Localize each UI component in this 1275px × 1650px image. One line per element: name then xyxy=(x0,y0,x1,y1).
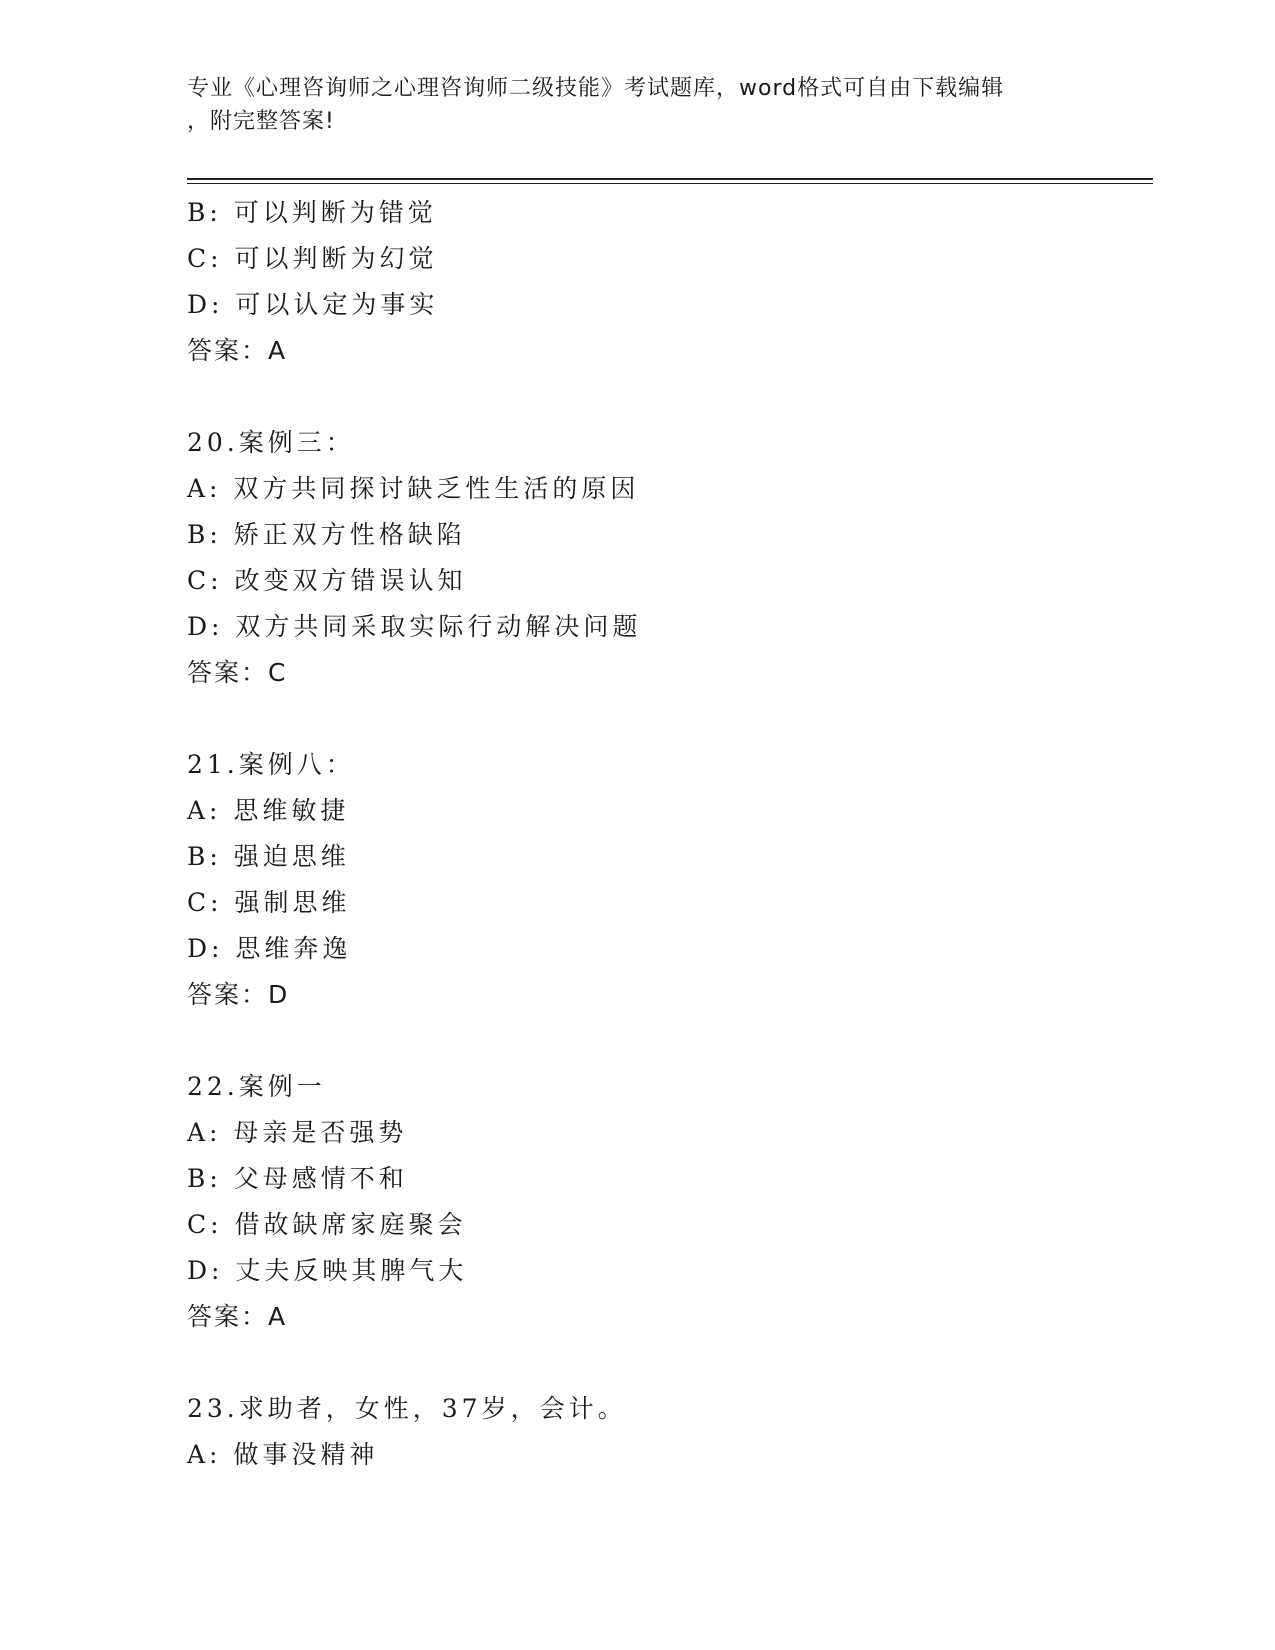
option-d: D: 思维奔逸 xyxy=(187,934,352,963)
answer-line: 答案：A xyxy=(187,336,288,365)
option-d: D: 丈夫反映其脾气大 xyxy=(187,1256,468,1285)
question-title: 22.案例一 xyxy=(187,1072,326,1101)
spacer xyxy=(187,374,1147,420)
option-b: B: 强迫思维 xyxy=(187,842,350,871)
document-header xyxy=(187,72,1087,138)
question-title: 20.案例三： xyxy=(187,428,355,457)
option-c: C: 可以判断为幻觉 xyxy=(187,244,438,273)
header-divider-thick xyxy=(187,178,1153,180)
question-list xyxy=(187,190,1147,1478)
header-divider-thin xyxy=(187,183,1153,184)
question-title: 21.案例八： xyxy=(187,750,355,779)
option-a: A: 做事没精神 xyxy=(187,1440,379,1469)
spacer xyxy=(187,1018,1147,1064)
spacer xyxy=(187,1340,1147,1386)
option-d: D: 可以认定为事实 xyxy=(187,290,439,319)
option-b: B: 父母感情不和 xyxy=(187,1164,408,1193)
header-line-1: 专业《心理咨询师之心理咨询师二级技能》考试题库，word格式可自由下载编辑 xyxy=(187,76,1005,101)
question-title: 23.求助者，女性，37岁，会计。 xyxy=(187,1394,627,1423)
option-a: A: 思维敏捷 xyxy=(187,796,350,825)
option-b: B: 可以判断为错觉 xyxy=(187,198,437,227)
spacer xyxy=(187,696,1147,742)
option-b: B: 矫正双方性格缺陷 xyxy=(187,520,466,549)
option-c: C: 强制思维 xyxy=(187,888,351,917)
option-a: A: 母亲是否强势 xyxy=(187,1118,408,1147)
option-c: C: 改变双方错误认知 xyxy=(187,566,467,595)
answer-line: 答案：A xyxy=(187,1302,288,1331)
option-d: D: 双方共同采取实际行动解决问题 xyxy=(187,612,642,641)
header-line-2: ，附完整答案! xyxy=(187,109,335,134)
answer-line: 答案：D xyxy=(187,980,290,1009)
option-a: A: 双方共同探讨缺乏性生活的原因 xyxy=(187,474,640,503)
option-c: C: 借故缺席家庭聚会 xyxy=(187,1210,467,1239)
answer-line: 答案：C xyxy=(187,658,288,687)
